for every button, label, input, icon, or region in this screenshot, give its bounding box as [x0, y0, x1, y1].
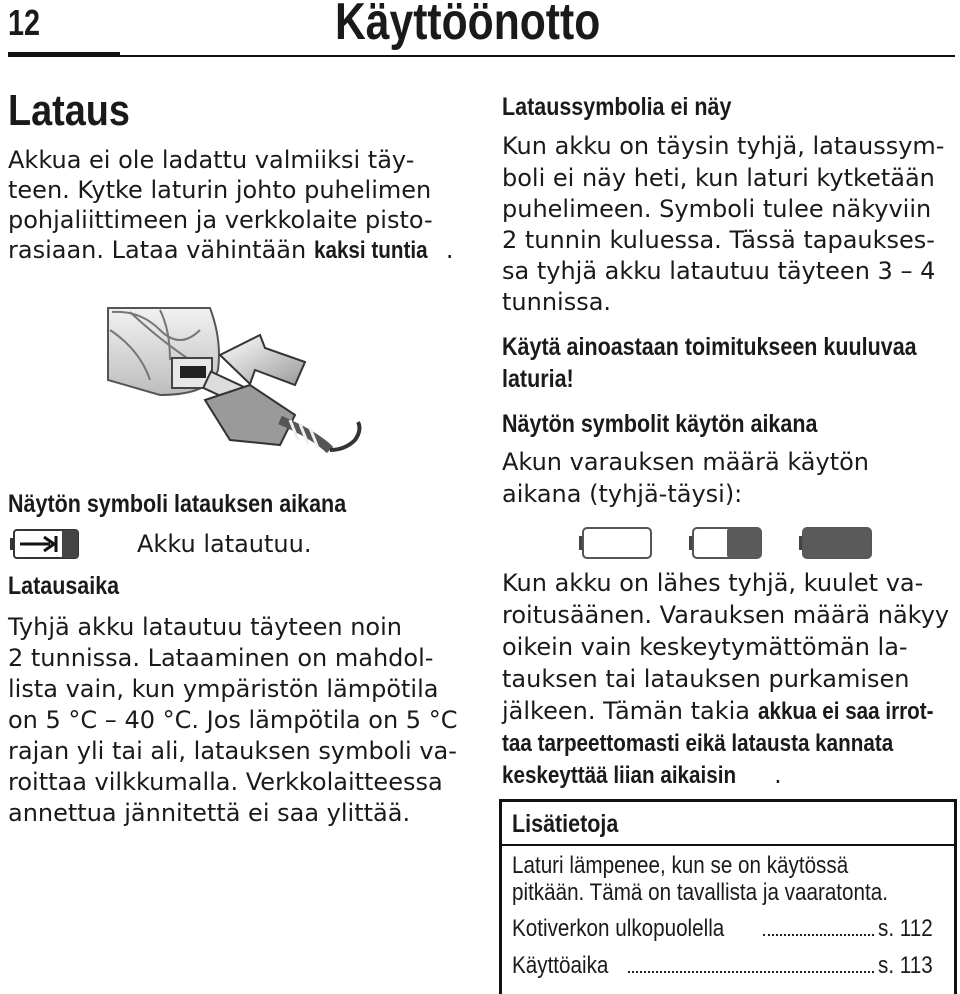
- header-rule: [120, 55, 955, 57]
- paragraph-line: [502, 600, 949, 630]
- cross-reference[interactable]: [512, 952, 942, 980]
- intro-line: pohjaliittimeen ja verkkolaite pisto-: [8, 206, 433, 234]
- intro-bold: kaksi tuntia: [313, 237, 428, 264]
- paragraph-line: annettua jännitettä ei saa ylittää.: [8, 799, 411, 827]
- paragraph-line: Akun varauksen määrä käytön: [502, 448, 870, 476]
- line-text: jälkeen. Tämän takia: [502, 697, 758, 725]
- paragraph-line: [502, 728, 957, 759]
- reference-page: s. 112: [878, 915, 934, 942]
- info-box-line: Laturi lämpenee, kun se on käytössä: [512, 852, 849, 879]
- reference-label: Käyttöaika: [512, 952, 609, 979]
- charge-time-heading: Latausaika: [8, 572, 120, 600]
- intro-line: Akkua ei ole ladattu valmiiksi täy-: [8, 146, 415, 174]
- battery-level-icon: [799, 525, 875, 561]
- info-box-title: Lisätietoja: [512, 810, 619, 838]
- usage-heading: Näytön symbolit käytön aikana: [502, 410, 818, 438]
- intro-line: teen. Kytke laturin johto puhelimen: [8, 176, 432, 204]
- chapter-title: Käyttöönotto: [335, 0, 601, 51]
- line-text: Kun akku on lähes tyhjä, kuulet va-: [502, 569, 924, 597]
- paragraph-line: [502, 696, 960, 727]
- paragraph-line: 2 tunnin kuluessa. Tässä tapaukses-: [502, 226, 935, 254]
- battery-level-icon: [689, 525, 765, 561]
- intro-line-start: rasiaan. Lataa vähintään: [8, 236, 314, 264]
- paragraph-line: lista vain, kun ympäristön lämpötila: [8, 675, 439, 703]
- battery-fill: [803, 528, 871, 558]
- battery-level-icon: [579, 525, 655, 561]
- line-bold: taa tarpeettomasti eikä latausta kannata: [502, 730, 894, 757]
- warning-line: Käytä ainoastaan toimitukseen kuuluvaa: [502, 333, 917, 361]
- section-title: Lataus: [8, 86, 130, 135]
- leader-dots: [628, 971, 874, 973]
- info-box-line: pitkään. Tämä on tavallista ja vaaratonta.: [512, 879, 888, 906]
- paragraph-line: [502, 632, 908, 662]
- line-text: roitusäänen. Varauksen määrä näkyy: [502, 601, 950, 629]
- paragraph-line: boli ei näy heti, kun laturi kytketään: [502, 164, 935, 192]
- info-box: [499, 799, 957, 994]
- no-symbol-heading: Lataussymbolia ei näy: [502, 93, 732, 121]
- charger-illustration: [100, 300, 380, 470]
- reference-label: Kotiverkon ulkopuolella: [512, 915, 725, 942]
- info-box-divider: [502, 844, 954, 846]
- line-end: .: [774, 761, 782, 789]
- paragraph-line: Kun akku on täysin tyhjä, lataussym-: [502, 132, 945, 160]
- header-rule-thick: [8, 52, 120, 57]
- intro-period: .: [445, 236, 454, 264]
- line-text: oikein vain keskeytymättömän la-: [502, 633, 908, 661]
- paragraph-line: [502, 664, 909, 694]
- page-number: 12: [8, 2, 41, 43]
- reference-page: s. 113: [878, 952, 934, 979]
- paragraph-line: Tyhjä akku latautuu täyteen noin: [8, 613, 402, 641]
- paragraph-line: aikana (tyhjä-täysi):: [502, 480, 743, 508]
- paragraph-line: sa tyhjä akku latautuu täyteen 3 – 4: [502, 257, 936, 285]
- paragraph-line: roittaa vilkkumalla. Verkkolaitteessa: [8, 768, 443, 796]
- intro-line: [8, 235, 454, 266]
- battery-fill: [727, 528, 761, 558]
- warning-line: laturia!: [502, 365, 574, 393]
- paragraph-line: [502, 568, 923, 598]
- paragraph-line: rajan yli tai ali, latauksen symboli va-: [8, 737, 457, 765]
- charging-battery-icon: [10, 527, 82, 561]
- symbol-heading: Näytön symboli latauksen aikana: [8, 490, 347, 518]
- line-text: tauksen tai latauksen purkamisen: [502, 665, 910, 693]
- cross-reference[interactable]: [512, 915, 942, 943]
- paragraph-line: [502, 760, 782, 791]
- paragraph-line: on 5 °C – 40 °C. Jos lämpötila on 5 °C: [8, 706, 458, 734]
- leader-dots: [763, 934, 875, 936]
- paragraph-line: tunnissa.: [502, 288, 612, 316]
- line-bold: keskeyttää liian aikaisin: [502, 762, 737, 789]
- line-bold: akkua ei saa irrot-: [757, 698, 934, 725]
- charging-text: Akku latautuu.: [137, 530, 312, 558]
- paragraph-line: puhelimeen. Symboli tulee näkyviin: [502, 195, 932, 223]
- paragraph-line: 2 tunnissa. Lataaminen on mahdol-: [8, 644, 434, 672]
